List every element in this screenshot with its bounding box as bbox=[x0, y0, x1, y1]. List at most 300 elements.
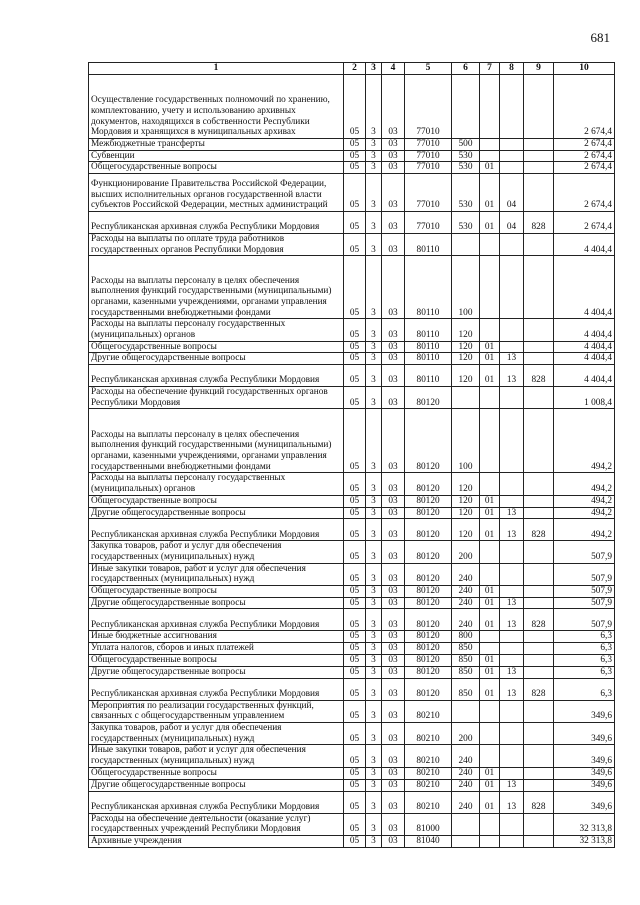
row-description: Общегосударственные вопросы bbox=[89, 495, 344, 507]
row-code-7: 01 bbox=[480, 211, 500, 233]
row-amount: 6,3 bbox=[554, 678, 615, 700]
row-code-9 bbox=[524, 631, 554, 643]
row-code-9: 828 bbox=[524, 365, 554, 387]
row-code-7 bbox=[480, 723, 500, 745]
row-code-9: 828 bbox=[524, 519, 554, 541]
row-code-4: 03 bbox=[382, 387, 405, 409]
column-header-7: 7 bbox=[480, 63, 500, 75]
row-code-5: 80210 bbox=[405, 723, 452, 745]
row-code-4: 03 bbox=[382, 365, 405, 387]
row-code-8 bbox=[500, 319, 524, 341]
row-code-7 bbox=[480, 643, 500, 655]
row-code-8: 13 bbox=[500, 779, 524, 791]
row-code-7: 01 bbox=[480, 779, 500, 791]
row-amount: 507,9 bbox=[554, 597, 615, 609]
row-code-2: 05 bbox=[344, 791, 366, 813]
row-description: Расходы на выплаты персоналу государственных (муниципальных) органов bbox=[89, 473, 344, 495]
table-row bbox=[89, 655, 615, 667]
row-code-8: 13 bbox=[500, 597, 524, 609]
row-amount: 4 404,4 bbox=[554, 353, 615, 365]
row-description: Республиканская архивная служба Республики Мордовия bbox=[89, 519, 344, 541]
row-code-6: 200 bbox=[452, 723, 480, 745]
row-amount: 494,2 bbox=[554, 507, 615, 519]
row-code-8: 04 bbox=[500, 173, 524, 211]
row-description: Расходы на обеспечение функций государственных органов Республики Мордовия bbox=[89, 387, 344, 409]
row-code-6 bbox=[452, 233, 480, 255]
column-header-2: 2 bbox=[344, 63, 366, 75]
row-code-2: 05 bbox=[344, 162, 366, 174]
row-code-5: 80120 bbox=[405, 473, 452, 495]
row-code-2: 05 bbox=[344, 507, 366, 519]
row-code-4: 03 bbox=[382, 835, 405, 847]
row-code-7: 01 bbox=[480, 507, 500, 519]
table-row bbox=[89, 256, 615, 319]
row-code-7 bbox=[480, 74, 500, 138]
row-code-2: 05 bbox=[344, 473, 366, 495]
row-code-8 bbox=[500, 745, 524, 767]
row-code-6 bbox=[452, 813, 480, 835]
row-code-9 bbox=[524, 409, 554, 473]
table-row bbox=[89, 597, 615, 609]
row-code-9: 828 bbox=[524, 609, 554, 631]
row-code-8 bbox=[500, 563, 524, 585]
table-row bbox=[89, 507, 615, 519]
row-code-4: 03 bbox=[382, 150, 405, 162]
row-description: Закупка товаров, работ и услуг для обеспечения государственных (муниципальных) нужд bbox=[89, 541, 344, 563]
row-code-5: 80110 bbox=[405, 319, 452, 341]
row-code-7: 01 bbox=[480, 585, 500, 597]
row-code-2: 05 bbox=[344, 353, 366, 365]
row-code-5: 80120 bbox=[405, 643, 452, 655]
table-row bbox=[89, 791, 615, 813]
table-row bbox=[89, 779, 615, 791]
row-code-8: 04 bbox=[500, 211, 524, 233]
row-code-3: 3 bbox=[366, 791, 382, 813]
row-amount: 2 674,4 bbox=[554, 74, 615, 138]
row-code-6 bbox=[452, 74, 480, 138]
row-code-2: 05 bbox=[344, 387, 366, 409]
row-description: Другие общегосударственные вопросы bbox=[89, 666, 344, 678]
row-amount: 349,6 bbox=[554, 779, 615, 791]
row-code-4: 03 bbox=[382, 666, 405, 678]
row-code-6: 120 bbox=[452, 519, 480, 541]
table-row bbox=[89, 341, 615, 353]
row-code-9 bbox=[524, 779, 554, 791]
row-amount: 6,3 bbox=[554, 643, 615, 655]
row-code-8 bbox=[500, 723, 524, 745]
row-code-2: 05 bbox=[344, 643, 366, 655]
column-header-9: 9 bbox=[524, 63, 554, 75]
row-code-7 bbox=[480, 387, 500, 409]
row-code-5: 77010 bbox=[405, 162, 452, 174]
row-code-9 bbox=[524, 256, 554, 319]
row-code-9 bbox=[524, 597, 554, 609]
row-code-5: 80120 bbox=[405, 495, 452, 507]
table-row bbox=[89, 666, 615, 678]
table-row bbox=[89, 519, 615, 541]
row-code-2: 05 bbox=[344, 341, 366, 353]
table-row bbox=[89, 541, 615, 563]
row-amount: 507,9 bbox=[554, 609, 615, 631]
row-code-5: 80210 bbox=[405, 791, 452, 813]
row-code-9 bbox=[524, 495, 554, 507]
row-code-6: 240 bbox=[452, 779, 480, 791]
row-description: Мероприятия по реализации государственных функций, связанных с общегосударственным управлением bbox=[89, 700, 344, 722]
table-row bbox=[89, 585, 615, 597]
row-code-7 bbox=[480, 233, 500, 255]
row-code-6: 100 bbox=[452, 409, 480, 473]
row-amount: 4 404,4 bbox=[554, 256, 615, 319]
row-code-6: 240 bbox=[452, 597, 480, 609]
row-description: Субвенции bbox=[89, 150, 344, 162]
row-code-8 bbox=[500, 700, 524, 722]
row-code-6: 120 bbox=[452, 473, 480, 495]
row-code-4: 03 bbox=[382, 563, 405, 585]
row-code-6: 240 bbox=[452, 745, 480, 767]
row-amount: 4 404,4 bbox=[554, 233, 615, 255]
row-code-8 bbox=[500, 835, 524, 847]
row-amount: 6,3 bbox=[554, 666, 615, 678]
row-code-4: 03 bbox=[382, 74, 405, 138]
row-code-8: 13 bbox=[500, 365, 524, 387]
table-row bbox=[89, 319, 615, 341]
row-code-6: 850 bbox=[452, 678, 480, 700]
row-code-3: 3 bbox=[366, 779, 382, 791]
row-code-8 bbox=[500, 162, 524, 174]
row-code-8: 13 bbox=[500, 353, 524, 365]
row-description: Республиканская архивная служба Республики Мордовия bbox=[89, 791, 344, 813]
row-description: Расходы на выплаты персоналу в целях обеспечения выполнения функций государственными (муниципальными) органами, казенными учреждениями, органами управления государственными внебюджетными фондами bbox=[89, 409, 344, 473]
row-code-2: 05 bbox=[344, 173, 366, 211]
row-code-2: 05 bbox=[344, 409, 366, 473]
row-code-7: 01 bbox=[480, 597, 500, 609]
table-row bbox=[89, 678, 615, 700]
row-code-5: 80120 bbox=[405, 541, 452, 563]
row-code-3: 3 bbox=[366, 723, 382, 745]
row-code-6: 120 bbox=[452, 319, 480, 341]
row-code-2: 05 bbox=[344, 597, 366, 609]
row-code-2: 05 bbox=[344, 585, 366, 597]
row-code-7: 01 bbox=[480, 666, 500, 678]
row-code-8 bbox=[500, 495, 524, 507]
table-row bbox=[89, 211, 615, 233]
row-amount: 6,3 bbox=[554, 655, 615, 667]
row-code-4: 03 bbox=[382, 138, 405, 150]
row-code-3: 3 bbox=[366, 835, 382, 847]
row-code-4: 03 bbox=[382, 791, 405, 813]
row-code-4: 03 bbox=[382, 256, 405, 319]
row-code-2: 05 bbox=[344, 631, 366, 643]
row-code-3: 3 bbox=[366, 319, 382, 341]
row-code-4: 03 bbox=[382, 723, 405, 745]
row-code-5: 80110 bbox=[405, 365, 452, 387]
row-code-2: 05 bbox=[344, 678, 366, 700]
row-code-9: 828 bbox=[524, 791, 554, 813]
row-code-6: 240 bbox=[452, 767, 480, 779]
row-code-3: 3 bbox=[366, 678, 382, 700]
row-amount: 494,2 bbox=[554, 519, 615, 541]
row-code-3: 3 bbox=[366, 655, 382, 667]
row-description: Другие общегосударственные вопросы bbox=[89, 353, 344, 365]
row-code-3: 3 bbox=[366, 597, 382, 609]
row-code-7 bbox=[480, 409, 500, 473]
row-code-5: 80110 bbox=[405, 256, 452, 319]
row-code-5: 77010 bbox=[405, 173, 452, 211]
row-code-5: 77010 bbox=[405, 150, 452, 162]
row-code-2: 05 bbox=[344, 563, 366, 585]
row-code-5: 80210 bbox=[405, 779, 452, 791]
row-code-3: 3 bbox=[366, 631, 382, 643]
column-header-3: 3 bbox=[366, 63, 382, 75]
row-description: Иные закупки товаров, работ и услуг для обеспечения государственных (муниципальных) нужд bbox=[89, 563, 344, 585]
table-row bbox=[89, 138, 615, 150]
row-code-7 bbox=[480, 835, 500, 847]
row-code-7: 01 bbox=[480, 609, 500, 631]
row-code-9 bbox=[524, 150, 554, 162]
page-number: 681 bbox=[590, 30, 610, 45]
row-code-2: 05 bbox=[344, 835, 366, 847]
row-code-3: 3 bbox=[366, 162, 382, 174]
row-code-9 bbox=[524, 835, 554, 847]
table-row bbox=[89, 563, 615, 585]
row-code-5: 80120 bbox=[405, 631, 452, 643]
row-code-9 bbox=[524, 723, 554, 745]
row-code-7 bbox=[480, 319, 500, 341]
row-amount: 2 674,4 bbox=[554, 173, 615, 211]
row-code-8 bbox=[500, 655, 524, 667]
row-code-4: 03 bbox=[382, 353, 405, 365]
row-code-8 bbox=[500, 813, 524, 835]
row-code-6: 100 bbox=[452, 256, 480, 319]
row-code-4: 03 bbox=[382, 813, 405, 835]
row-description: Осуществление государственных полномочий по хранению, комплектованию, учету и использованию архивных документов, находящихся в собственности Республики Мордовия и хранящихся в муниципальных архивах bbox=[89, 74, 344, 138]
row-description: Республиканская архивная служба Республики Мордовия bbox=[89, 609, 344, 631]
row-amount: 494,2 bbox=[554, 495, 615, 507]
row-amount: 349,6 bbox=[554, 723, 615, 745]
row-code-7 bbox=[480, 631, 500, 643]
row-code-2: 05 bbox=[344, 541, 366, 563]
row-amount: 349,6 bbox=[554, 791, 615, 813]
row-code-9 bbox=[524, 138, 554, 150]
row-code-5: 80120 bbox=[405, 507, 452, 519]
row-code-9: 828 bbox=[524, 211, 554, 233]
row-code-5: 80120 bbox=[405, 609, 452, 631]
row-code-5: 81040 bbox=[405, 835, 452, 847]
row-code-8 bbox=[500, 473, 524, 495]
row-code-6: 240 bbox=[452, 563, 480, 585]
row-description: Архивные учреждения bbox=[89, 835, 344, 847]
row-amount: 2 674,4 bbox=[554, 138, 615, 150]
row-code-6: 530 bbox=[452, 162, 480, 174]
column-header-8: 8 bbox=[500, 63, 524, 75]
row-code-4: 03 bbox=[382, 700, 405, 722]
column-header-6: 6 bbox=[452, 63, 480, 75]
row-code-4: 03 bbox=[382, 319, 405, 341]
row-code-5: 80110 bbox=[405, 353, 452, 365]
row-code-6: 530 bbox=[452, 211, 480, 233]
row-code-9: 828 bbox=[524, 678, 554, 700]
column-header-1: 1 bbox=[89, 63, 344, 75]
row-code-7 bbox=[480, 745, 500, 767]
row-code-4: 03 bbox=[382, 597, 405, 609]
row-code-3: 3 bbox=[366, 473, 382, 495]
row-code-9 bbox=[524, 74, 554, 138]
row-code-6: 240 bbox=[452, 609, 480, 631]
row-code-3: 3 bbox=[366, 563, 382, 585]
row-code-2: 05 bbox=[344, 138, 366, 150]
row-code-4: 03 bbox=[382, 585, 405, 597]
row-code-3: 3 bbox=[366, 745, 382, 767]
row-code-7: 01 bbox=[480, 767, 500, 779]
row-code-8: 13 bbox=[500, 666, 524, 678]
table-row bbox=[89, 387, 615, 409]
row-amount: 6,3 bbox=[554, 631, 615, 643]
row-code-5: 80210 bbox=[405, 700, 452, 722]
row-code-5: 81000 bbox=[405, 813, 452, 835]
row-code-9 bbox=[524, 233, 554, 255]
table-row bbox=[89, 473, 615, 495]
row-code-4: 03 bbox=[382, 507, 405, 519]
row-code-8 bbox=[500, 341, 524, 353]
row-code-6: 240 bbox=[452, 791, 480, 813]
row-code-5: 80210 bbox=[405, 745, 452, 767]
table-row bbox=[89, 835, 615, 847]
row-amount: 4 404,4 bbox=[554, 319, 615, 341]
row-description: Другие общегосударственные вопросы bbox=[89, 597, 344, 609]
table-row bbox=[89, 813, 615, 835]
row-amount: 2 674,4 bbox=[554, 211, 615, 233]
table-row bbox=[89, 365, 615, 387]
row-code-9 bbox=[524, 387, 554, 409]
row-code-4: 03 bbox=[382, 473, 405, 495]
row-description: Республиканская архивная служба Республики Мордовия bbox=[89, 365, 344, 387]
row-code-3: 3 bbox=[366, 666, 382, 678]
row-code-8: 13 bbox=[500, 678, 524, 700]
row-code-2: 05 bbox=[344, 495, 366, 507]
row-code-7: 01 bbox=[480, 365, 500, 387]
row-code-5: 77010 bbox=[405, 138, 452, 150]
row-code-2: 05 bbox=[344, 655, 366, 667]
row-description: Республиканская архивная служба Республики Мордовия bbox=[89, 211, 344, 233]
row-amount: 349,6 bbox=[554, 745, 615, 767]
table-row bbox=[89, 353, 615, 365]
row-code-8 bbox=[500, 150, 524, 162]
row-amount: 507,9 bbox=[554, 541, 615, 563]
row-code-6: 530 bbox=[452, 150, 480, 162]
table-row bbox=[89, 495, 615, 507]
row-code-7: 01 bbox=[480, 655, 500, 667]
row-code-4: 03 bbox=[382, 779, 405, 791]
row-code-3: 3 bbox=[366, 365, 382, 387]
row-code-3: 3 bbox=[366, 767, 382, 779]
row-code-2: 05 bbox=[344, 319, 366, 341]
row-code-4: 03 bbox=[382, 519, 405, 541]
row-code-5: 80120 bbox=[405, 655, 452, 667]
row-code-5: 80120 bbox=[405, 585, 452, 597]
row-code-2: 05 bbox=[344, 779, 366, 791]
row-code-8 bbox=[500, 387, 524, 409]
row-code-9 bbox=[524, 162, 554, 174]
row-code-4: 03 bbox=[382, 341, 405, 353]
row-code-8 bbox=[500, 541, 524, 563]
row-amount: 4 404,4 bbox=[554, 365, 615, 387]
row-code-2: 05 bbox=[344, 813, 366, 835]
row-code-5: 80120 bbox=[405, 519, 452, 541]
row-code-2: 05 bbox=[344, 233, 366, 255]
row-code-6: 120 bbox=[452, 353, 480, 365]
row-code-6 bbox=[452, 387, 480, 409]
row-code-9 bbox=[524, 700, 554, 722]
row-code-2: 05 bbox=[344, 256, 366, 319]
row-code-3: 3 bbox=[366, 585, 382, 597]
row-description: Расходы на выплаты персоналу государственных (муниципальных) органов bbox=[89, 319, 344, 341]
row-code-2: 05 bbox=[344, 74, 366, 138]
row-code-8: 13 bbox=[500, 507, 524, 519]
row-code-5: 80110 bbox=[405, 233, 452, 255]
row-code-8: 13 bbox=[500, 791, 524, 813]
row-code-2: 05 bbox=[344, 365, 366, 387]
row-amount: 507,9 bbox=[554, 585, 615, 597]
row-code-3: 3 bbox=[366, 341, 382, 353]
row-code-2: 05 bbox=[344, 700, 366, 722]
row-amount: 32 313,8 bbox=[554, 835, 615, 847]
row-code-2: 05 bbox=[344, 519, 366, 541]
row-description: Расходы на выплаты по оплате труда работников государственных органов Республики Мордовия bbox=[89, 233, 344, 255]
row-code-8: 13 bbox=[500, 519, 524, 541]
row-amount: 32 313,8 bbox=[554, 813, 615, 835]
row-description: Расходы на выплаты персоналу в целях обеспечения выполнения функций государственными (муниципальными) органами, казенными учреждениями, органами управления государственными внебюджетными фондами bbox=[89, 256, 344, 319]
row-description: Общегосударственные вопросы bbox=[89, 655, 344, 667]
table-row bbox=[89, 173, 615, 211]
row-code-2: 05 bbox=[344, 767, 366, 779]
row-code-3: 3 bbox=[366, 409, 382, 473]
row-code-6: 200 bbox=[452, 541, 480, 563]
table-row bbox=[89, 150, 615, 162]
row-code-3: 3 bbox=[366, 150, 382, 162]
row-description: Межбюджетные трансферты bbox=[89, 138, 344, 150]
row-code-9 bbox=[524, 507, 554, 519]
row-code-7 bbox=[480, 541, 500, 563]
row-code-6: 850 bbox=[452, 666, 480, 678]
row-code-4: 03 bbox=[382, 541, 405, 563]
row-amount: 494,2 bbox=[554, 473, 615, 495]
row-code-2: 05 bbox=[344, 723, 366, 745]
row-description: Уплата налогов, сборов и иных платежей bbox=[89, 643, 344, 655]
row-code-4: 03 bbox=[382, 767, 405, 779]
row-description: Закупка товаров, работ и услуг для обеспечения государственных (муниципальных) нужд bbox=[89, 723, 344, 745]
row-code-9 bbox=[524, 813, 554, 835]
row-code-9 bbox=[524, 353, 554, 365]
row-code-3: 3 bbox=[366, 138, 382, 150]
row-description: Общегосударственные вопросы bbox=[89, 767, 344, 779]
row-amount: 494,2 bbox=[554, 409, 615, 473]
row-code-8 bbox=[500, 631, 524, 643]
row-code-8 bbox=[500, 767, 524, 779]
row-code-4: 03 bbox=[382, 745, 405, 767]
row-code-2: 05 bbox=[344, 211, 366, 233]
row-code-4: 03 bbox=[382, 609, 405, 631]
table-row bbox=[89, 409, 615, 473]
table-row bbox=[89, 700, 615, 722]
row-code-7: 01 bbox=[480, 519, 500, 541]
row-code-9 bbox=[524, 745, 554, 767]
row-code-3: 3 bbox=[366, 256, 382, 319]
row-code-5: 80110 bbox=[405, 341, 452, 353]
row-code-6: 850 bbox=[452, 643, 480, 655]
row-amount: 349,6 bbox=[554, 700, 615, 722]
row-code-7: 01 bbox=[480, 495, 500, 507]
row-code-7: 01 bbox=[480, 791, 500, 813]
